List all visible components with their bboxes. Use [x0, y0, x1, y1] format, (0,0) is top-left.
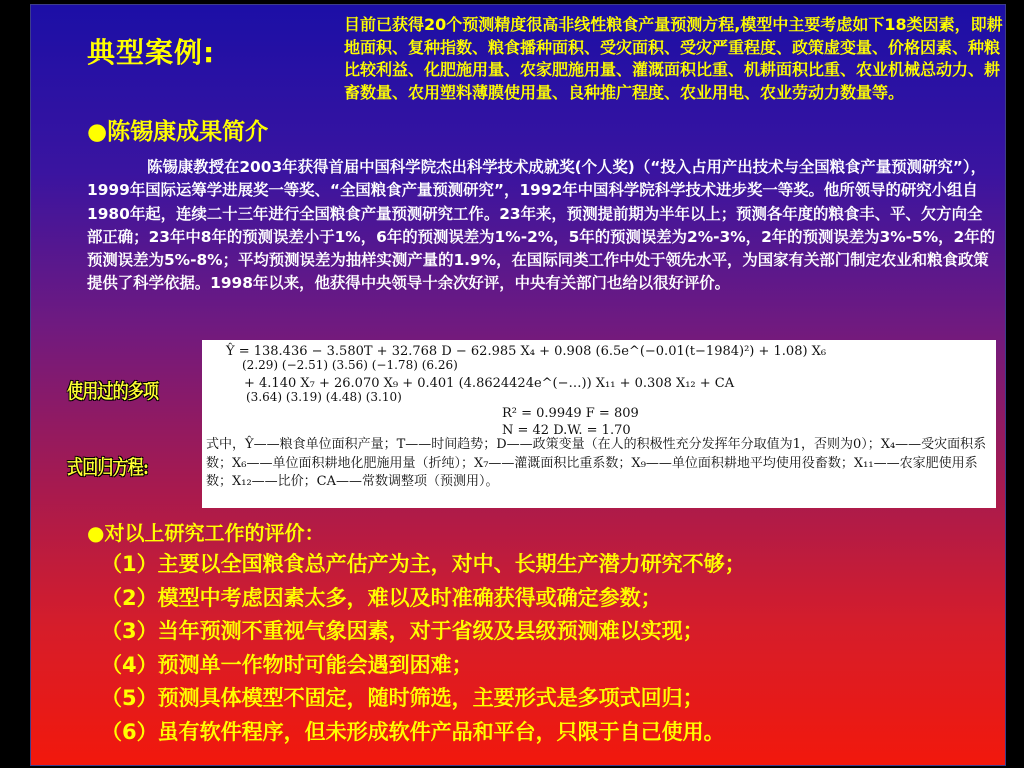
factors-paragraph: 目前已获得20个预测精度很高非线性粮食产量预测方程,模型中主要考虑如下18类因素，即耕地面积、复种指数、粮食播种面积、受灾面积、受灾严重程度、政策虚变量、价格因素、种粮比较利益、化肥施用量、农家肥施用量、灌溉面积比重、机耕面积比重、农业机械总动力、耕畜数量、农用塑料薄膜使用量、良种推广程度、农业用电、农业劳动力数量等。 — [344, 15, 1003, 102]
equation-fit-stats-1: R² = 0.9949 F = 809 — [502, 406, 639, 421]
section-heading-evaluation: ●对以上研究工作的评价： — [87, 521, 325, 545]
evaluation-item: （5）预测具体模型不固定，随时筛选，主要形式是多项式回归； — [101, 686, 704, 710]
equation-fit-stats-2: N = 42 D.W. = 1.70 — [502, 423, 631, 438]
section-heading-achievements: ●陈锡康成果简介 — [87, 119, 269, 145]
evaluation-item: （4）预测单一作物时可能会遇到困难； — [101, 652, 473, 677]
evaluation-item: （2）模型中考虑因素太多，难以及时准确获得或确定参数； — [101, 585, 662, 610]
equation-tstats-2: (3.64) (3.19) (4.48) (3.10) — [246, 390, 402, 404]
evaluation-item: （3）当年预测不重视气象因素，对于省级及县级预测难以实现； — [101, 619, 704, 643]
equation-line-2: + 4.140 X₇ + 26.070 X₉ + 0.401 (4.8624424e^(−…)) X₁₁ + 0.308 X₁₂ + CA — [244, 376, 735, 391]
evaluation-item: （1）主要以全国粮食总产估产为主，对中、长期生产潜力研究不够； — [101, 552, 746, 576]
slide-canvas — [30, 4, 1006, 766]
evaluation-item: （6）虽有软件程序，但未形成软件产品和平台，只限于自己使用。 — [101, 719, 725, 744]
bio-paragraph: 陈锡康教授在2003年获得首届中国科学院杰出科学技术成就奖(个人奖)（“投入占用产出技术与全国粮食产量预测研究”），1999年国际运筹学进展奖一等奖、“全国粮食产量预测研究”，1992年中国科学院科学技术进步奖一等奖。他所领导的研究小组自1980年起，连续二十三年进行全国粮食产量预测研究工作。23年来，预测提前期为半年以上；预测各年度的粮食丰、平、欠方向全部正确；23年中8年的预测误差小于1%，6年的预测误差为1%-2%，5年的预测误差为2%-3%，2年的预测误差为3%-5%，2年的预测误差为5%-8%；平均预测误差为抽样实测产量的1.9%，在国际同类工作中处于领先水平，为国家有关部门制定农业和粮食政策提供了科学依据。1998年以来，他获得中央领导十余次好评，中央有关部门也给以很好评价。 — [87, 158, 996, 293]
formula-variable-notes: 式中，Ŷ——粮食单位面积产量；T——时间趋势；D——政策变量（在人的积极性充分发挥年分取值为1，否则为0）；X₄——受灾面积系数；X₆——单位面积耕地化肥施用量（折纯）；X₇——灌溉面积比重系数；X₉——单位面积耕地平均使用役畜数；X₁₁——农家肥使用系数；X₁₂——比价；CA——常数调整项（预测用）。 — [206, 437, 987, 489]
slide-title: 典型案例: — [87, 36, 216, 69]
side-label-line1: 使用过的多项 — [67, 379, 159, 403]
regression-formula-image — [202, 340, 996, 508]
equation-line-1: Ŷ = 138.436 − 3.580T + 32.768 D − 62.985 X₄ + 0.908 (6.5e^(−0.01(t−1984)²) + 1.08) X₆ — [226, 344, 827, 359]
side-label-line2: 式回归方程: — [67, 455, 149, 479]
equation-tstats-1: (2.29) (−2.51) (3.56) (−1.78) (6.26) — [242, 358, 458, 372]
evaluation-list — [101, 548, 746, 749]
